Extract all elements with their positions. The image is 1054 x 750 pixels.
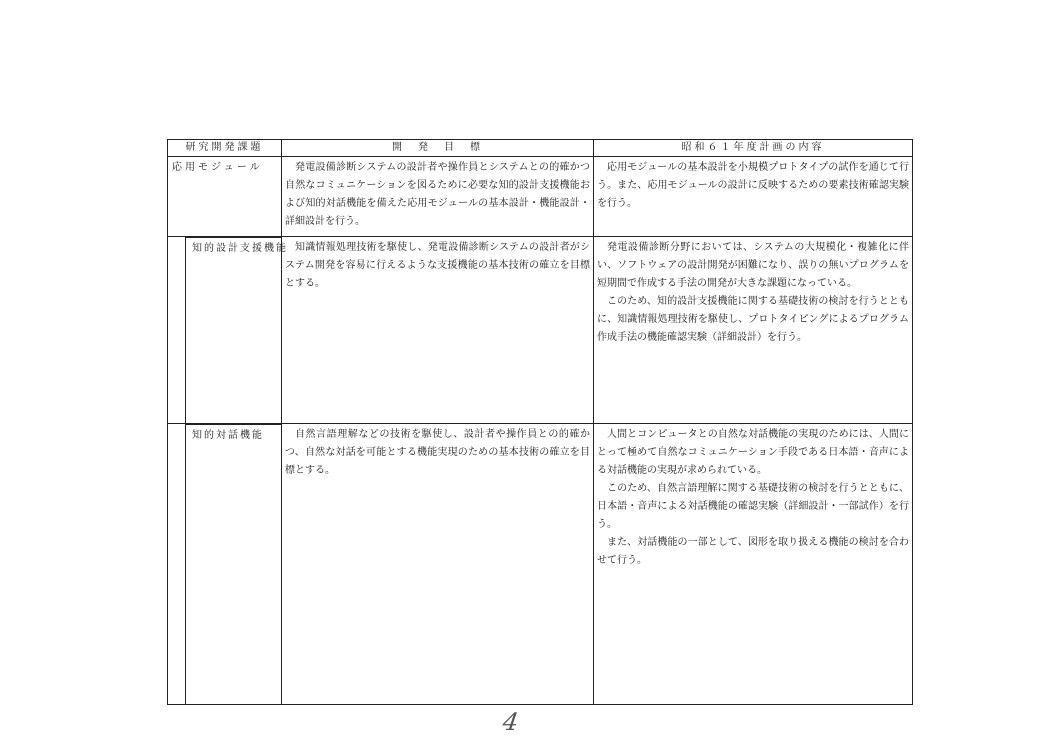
header-goal: 開 発 目 標 xyxy=(282,140,594,157)
plan-cell xyxy=(594,236,913,423)
plan-cell xyxy=(594,157,913,237)
table-row xyxy=(168,157,913,237)
goal-cell xyxy=(282,236,594,423)
goal-text: 発電設備診断システムの設計者や操作員とシステムとの的確かつ自然なコミュニケーションを図るために必要な知的設計支援機能および知的対話機能を備えた応用モジュールの基本設計・機能設計・詳細設計を行う。 xyxy=(285,162,590,228)
plan-paragraph: 発電設備診断分野においては、システムの大規模化・複雑化に伴い、ソフトウェアの設計開発が困難になり、誤りの無いプログラムを短期間で作成する手法の開発が大きな課題になっている。 xyxy=(597,241,909,289)
topic-cell xyxy=(168,236,288,423)
topic-label: 応用モジュール xyxy=(172,162,263,174)
plan-paragraph: また、対話機能の一部として、図形を取り扱える機能の検討を合わせて行う。 xyxy=(597,536,909,566)
header-plan: 昭和６１年度計画の内容 xyxy=(594,140,913,157)
goal-cell xyxy=(282,157,594,237)
header-topic: 研究開発課題 xyxy=(168,140,282,157)
plan-cell xyxy=(594,423,913,705)
topic-cell xyxy=(168,157,282,237)
goal-cell xyxy=(282,423,594,705)
topic-cell xyxy=(168,423,282,705)
table-row xyxy=(168,423,913,705)
table-row xyxy=(168,236,913,423)
header-row xyxy=(168,140,913,157)
plan-table xyxy=(167,139,913,705)
topic-label: 知的対話機能 xyxy=(185,424,281,705)
plan-paragraph: 応用モジュールの基本設計を小規模プロトタイプの試作を通じて行う。また、応用モジュールの設計に反映するための要素技術確認実験を行う。 xyxy=(597,162,909,210)
goal-text: 自然言語理解などの技術を駆使し、設計者や操作員との的確かつ、自然な対話を可能とする機能実現のための基本技術の確立を目標とする。 xyxy=(285,428,590,476)
plan-paragraph: 人間とコンピュータとの自然な対話機能の実現のためには、人間にとって極めて自然なコミュニケーション手段である日本語・音声による対話機能の実現が求められている。 xyxy=(597,428,909,476)
goal-text: 知識情報処理技術を駆使し、発電設備診断システムの設計者がシステム開発を容易に行えるような支援機能の基本技術の確立を目標とする。 xyxy=(285,241,590,289)
plan-paragraph: このため、知的設計支援機能に関する基礎技術の検討を行うとともに、知識情報処理技術を駆使し、プロトタイピングによるプログラム作成手法の機能確認実験（詳細設計）を行う。 xyxy=(597,295,909,343)
page-number: 4 xyxy=(501,708,521,736)
topic-label: 知的設計支援機能 xyxy=(185,237,281,423)
plan-paragraph: このため、自然言語理解に関する基礎技術の検討を行うとともに、日本語・音声による対話機能の確認実験（詳細設計・一部試作）を行う。 xyxy=(597,482,909,530)
